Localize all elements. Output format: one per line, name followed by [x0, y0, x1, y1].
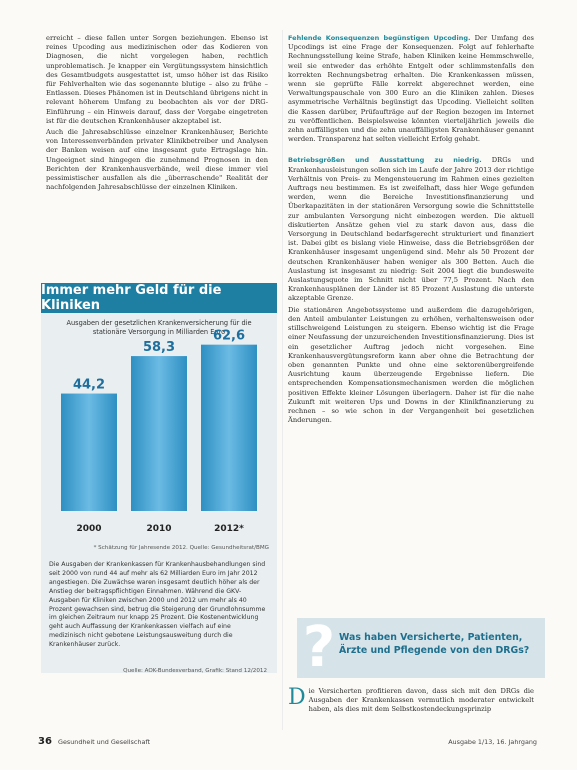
- chart-source: Quelle: AOK-Bundesverband, Grafik: Stand 12/2012: [123, 668, 267, 674]
- question-box: [297, 615, 545, 680]
- section-heading-betriebsgroessen: Betriebsgrößen und Ausstattung zu niedrig.: [288, 156, 482, 165]
- bar-chart: [41, 313, 277, 545]
- left-paragraph-1: erreicht – diese fallen unter Sorgen beziehungen. Ebenso ist reines Upcoding aus medizinischen oder das Kodieren von Diagnosen, die nicht vorgelegen haben, rechtlich unproblematisch. Je knapper ein Vergütungssystem hinsichtlich des Gesamtbudgets ausgestattet ist, umso höher ist das Risiko für Fehlverhalten wie das sogenannte blutige – also zu frühe – Entlassen. Dieses Phänomen ist in Deutschland übrigens nicht in relevant höherem Umfang zu beobachten als vor der DRG-Einführung – ein Hinweis darauf, dass der Vorgabe eingetreten ist für die deutschen Krankenhäuser akzeptabel ist.: [46, 34, 268, 125]
- section-text-reform: Die stationären Angebotssysteme und außerdem die dazugehörigen, den Anteil ambulanter Leistungen zu erhöhen, verhaltensweisen oder stillschweigend Leistungen zu steigern. Ebenso wichtig ist die Frage einer Neufassung der unzureichenden Investitionsfinanzierung. Dies ist ein gesetzlicher Auftrag jedoch nicht vorgesehen. Eine Krankenhausvergütungsreform kann aber ohne die Betrachtung der oben genannten Punkte und ohne eine sektorenübergreifende Ausrichtung kaum überzeugende Ergebnisse liefern. Die entsprechenden Kompensationsmechanismen werden die möglichen positiven Effekte kleiner Lösungen überlagern. Daher ist für die nahe Zukunft mit weiteren Ups und Downs in der Klinikfinanzierung zu rechnen – so wie schon in der Vergangenheit bei gesetzlichen Änderungen.: [288, 305, 534, 425]
- right-section-1: [288, 34, 534, 144]
- left-paragraph-2: Auch die Jahresabschlüsse einzelner Krankenhäuser, Berichte von Interessenverbänden privater Klinikbetreiber und Analysen der Banken weisen auf eine insgesamt gute Ertragslage hin. Ungeeignet sind hingegen die zunehmend Prognosen in den Berichten der Krankenhausverbände, weil diese immer viel pessimistischer ausfallen als die „überraschende" Realität der nachfolgenden Jahresabschlüsse der einzelnen Kliniken.: [46, 128, 268, 192]
- question-mark-icon: ?: [302, 615, 336, 680]
- page-number: 36: [38, 736, 52, 747]
- right-column: [288, 34, 534, 425]
- section-text-betriebsgroessen: DRGs und Krankenhausleistungen sollen sich im Laufe der Jahre 2013 der richtige Verhältnis von Preis- zu Mengensteuerung im Rahmen eines gezielten Auftrags neu bestimmen. Es ist zweifelhaft, dass hier Wege gefunden werden, wenn die Bereiche Investitionsfinanzierung und Überkapazitäten in der stationären Versorgung sowie die Schnittstelle zur ambulanten Versorgung nicht einbezogen werden. Die aktuell diskutierten Ansätze gehen viel zu stark davon aus, dass die Versorgung in Deutschland bedarfsgerecht strukturiert und finanziert ist. Dabei gibt es bislang viele Hinweise, dass die Betriebsgrößen der Krankenhäuser insgesamt ungenügend sind. Mehr als 50 Prozent der deutschen Krankenhäuser haben weniger als 300 Betten. Auch die Auslastung ist insgesamt zu niedrig: Seit 2004 liegt die bundesweite Auslastungsquote im Schnitt nicht über 77,5 Prozent. Nach den Krankenhausplänen der Länder ist 85 Prozent Auslastung die unterste akzeptable Grenze.: [288, 156, 534, 303]
- answer-intro: [288, 687, 534, 715]
- chart-box: [41, 283, 277, 673]
- section-heading-upcoding: Fehlende Konsequenzen begünstigen Upcoding.: [288, 34, 471, 42]
- question-heading: Was haben Versicherte, Patienten, Ärzte und Pflegende von den DRGs?: [339, 632, 530, 656]
- right-section-3: [288, 306, 534, 426]
- chart-footnote: * Schätzung für Jahresende 2012. Quelle: Gesundheitsrat/BMG: [93, 545, 269, 551]
- x-tick-label: 2010: [146, 524, 172, 534]
- page-footer: [38, 737, 537, 751]
- left-column: [46, 34, 268, 192]
- bar-value-label: 62,6: [212, 328, 246, 344]
- bar-2012: [201, 345, 257, 511]
- footer-issue: Ausgabe 1/13, 16. Jahrgang: [448, 738, 537, 746]
- intro-text: ie Versicherten profitieren davon, dass sich mit den DRGs die Ausgaben der Krankenkassen vermutlich moderater entwickelt haben, als dies mit dem Selbstkostendeckungsprinzip: [308, 687, 534, 714]
- drop-cap: D: [288, 685, 306, 710]
- bar-2000: [61, 394, 117, 511]
- column-divider: [282, 30, 283, 730]
- section-text-upcoding: Der Umfang des Upcodings ist eine Frage der Konsequenzen. Folgt auf fehlerhafte Rechnungsstellung keine Strafe, haben Kliniken keine Hemmschwelle, weil sie entweder das erhöhte Entgelt oder schlimmstenfalls den korrekten Rechnungsbetrag erhalten. Die Krankenkassen müssen, wenn sie geprüfte Fälle korrekt abgerechnet werden, eine Verwaltungspauschale von 300 Euro an die Kliniken zahlen. Dieses asymmetrische Verhältnis begünstigt das Upcoding. Vielleicht sollten die Kassen darüber, Prüfaufträge auf der Region bezogen im Internet zu veröffentlichen. Beispielsweise könnten vierteljährlich jeweils die zehn auffälligsten und die zehn unauffälligsten Krankenhäuser genannt werden. Transparenz hat selten vielleicht Erfolg gehabt.: [288, 34, 534, 144]
- bar-value-label: 44,2: [72, 377, 106, 393]
- bar-value-label: 58,3: [142, 340, 176, 356]
- x-tick-label: 2012*: [214, 524, 244, 534]
- chart-subtitle: Ausgaben der gesetzlichen Krankenversicherung für die stationäre Versorgung in Milliarden Euro: [66, 319, 252, 336]
- bar-2010: [131, 356, 187, 511]
- chart-title: Immer mehr Geld für die Kliniken: [41, 283, 277, 313]
- footer-section: Gesundheit und Gesellschaft: [58, 738, 151, 746]
- x-tick-label: 2000: [76, 524, 102, 534]
- chart-caption: Die Ausgaben der Krankenkassen für Krankenhausbehandlungen sind seit 2000 von rund 44 auf mehr als 62 Milliarden Euro im Jahr 2012 angestiegen. Die Zuwächse waren insgesamt deutlich höher als der Anstieg der beitragspflichtigen Einnahmen. Während die GKV-Ausgaben für Kliniken zwischen 2000 und 2012 um mehr als 40 Prozent gewachsen sind, betrug die Steigerung der Grundlohnsumme im gleichen Zeitraum nur knapp 25 Prozent. Die Kostenentwicklung geht auch Auffassung der Krankenkassen vielfach auf eine medizinisch nicht gebotene Leistungsausweitung durch die Krankenhäuser zurück.: [49, 561, 266, 649]
- right-section-2: [288, 156, 534, 303]
